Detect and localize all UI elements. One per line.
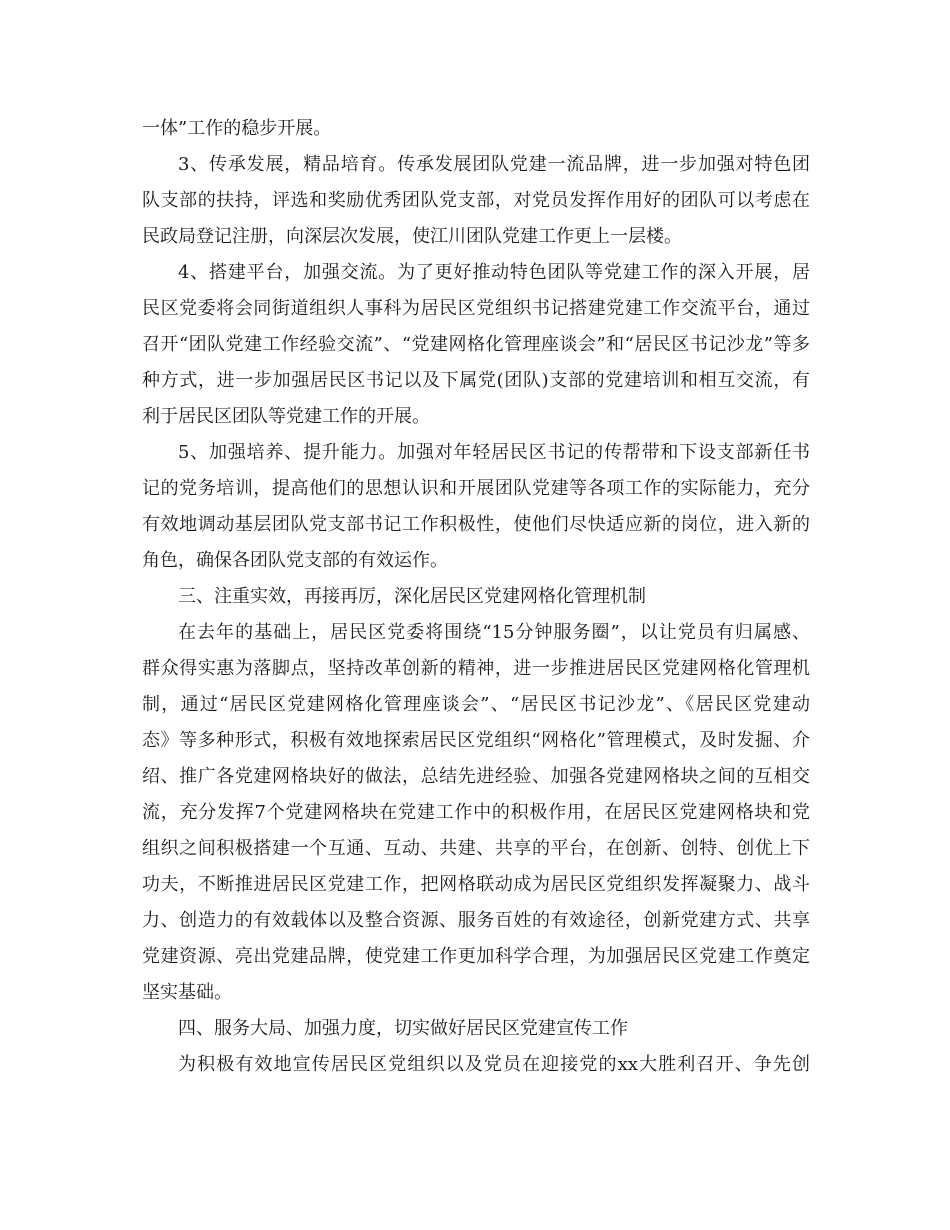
text-line: 绍、推广各党建网格块好的做法，总结先进经验、加强各党建网格块之间的互相交 — [142, 766, 810, 787]
text-line: 角色，确保各团队党支部的有效运作。 — [142, 550, 448, 571]
text-line: 4、搭建平台，加强交流。为了更好推动特色团队等党建工作的深入开展，居 — [178, 262, 810, 283]
text-line: 态》等多种形式，积极有效地探索居民区党组织“网格化”管理模式，及时发掘、介 — [142, 730, 810, 751]
text-line: 记的党务培训，提高他们的思想认识和开展团队党建等各项工作的实际能力，充分 — [142, 478, 810, 499]
text-line: 组织之间积极搭建一个互通、互动、共建、共享的平台，在创新、创特、创优上下 — [142, 838, 810, 859]
text-line: 民政局登记注册，向深层次发展，使江川团队党建工作更上一层楼。 — [142, 226, 682, 247]
text-line: 力、创造力的有效载体以及整合资源、服务百姓的有效途径，创新党建方式、共享 — [142, 910, 810, 931]
text-line: 在去年的基础上，居民区党委将围绕“15分钟服务圈”，以让党员有归属感、 — [178, 622, 810, 643]
text-line: 群众得实惠为落脚点，坚持改革创新的精神，进一步推进居民区党建网格化管理机 — [142, 658, 810, 679]
text-line: 召开“团队党建工作经验交流”、“党建网格化管理座谈会”和“居民区书记沙龙”等多 — [142, 334, 810, 355]
text-line: 5、加强培养、提升能力。加强对年轻居民区书记的传帮带和下设支部新任书 — [178, 442, 810, 463]
text-line: 3、传承发展，精品培育。传承发展团队党建一流品牌，进一步加强对特色团 — [178, 154, 810, 175]
text-line: 利于居民区团队等党建工作的开展。 — [142, 406, 430, 427]
text-line: 为积极有效地宣传居民区党组织以及党员在迎接党的xx大胜利召开、争先创 — [178, 1054, 810, 1075]
text-line: 民区党委将会同街道组织人事科为居民区党组织书记搭建党建工作交流平台，通过 — [142, 298, 810, 319]
section-heading: 四、服务大局、加强力度，切实做好居民区党建宣传工作 — [178, 1018, 628, 1039]
text-line: 一体”工作的稳步开展。 — [142, 118, 332, 139]
text-line: 队支部的扶持，评选和奖励优秀团队党支部，对党员发挥作用好的团队可以考虑在 — [142, 190, 810, 211]
text-line: 种方式，进一步加强居民区书记以及下属党(团队)支部的党建培训和相互交流，有 — [142, 370, 810, 391]
text-line: 制，通过“居民区党建网格化管理座谈会”、“居民区书记沙龙”、《居民区党建动 — [142, 694, 810, 715]
section-heading: 三、注重实效，再接再厉，深化居民区党建网格化管理机制 — [178, 586, 646, 607]
text-line: 党建资源、亮出党建品牌，使党建工作更加科学合理，为加强居民区党建工作奠定 — [142, 946, 810, 967]
text-line: 坚实基础。 — [142, 982, 232, 1003]
text-line: 流，充分发挥7个党建网格块在党建工作中的积极作用，在居民区党建网格块和党 — [142, 802, 810, 823]
text-line: 功夫，不断推进居民区党建工作，把网格联动成为居民区党组织发挥凝聚力、战斗 — [142, 874, 810, 895]
text-line: 有效地调动基层团队党支部书记工作积极性，使他们尽快适应新的岗位，进入新的 — [142, 514, 810, 535]
